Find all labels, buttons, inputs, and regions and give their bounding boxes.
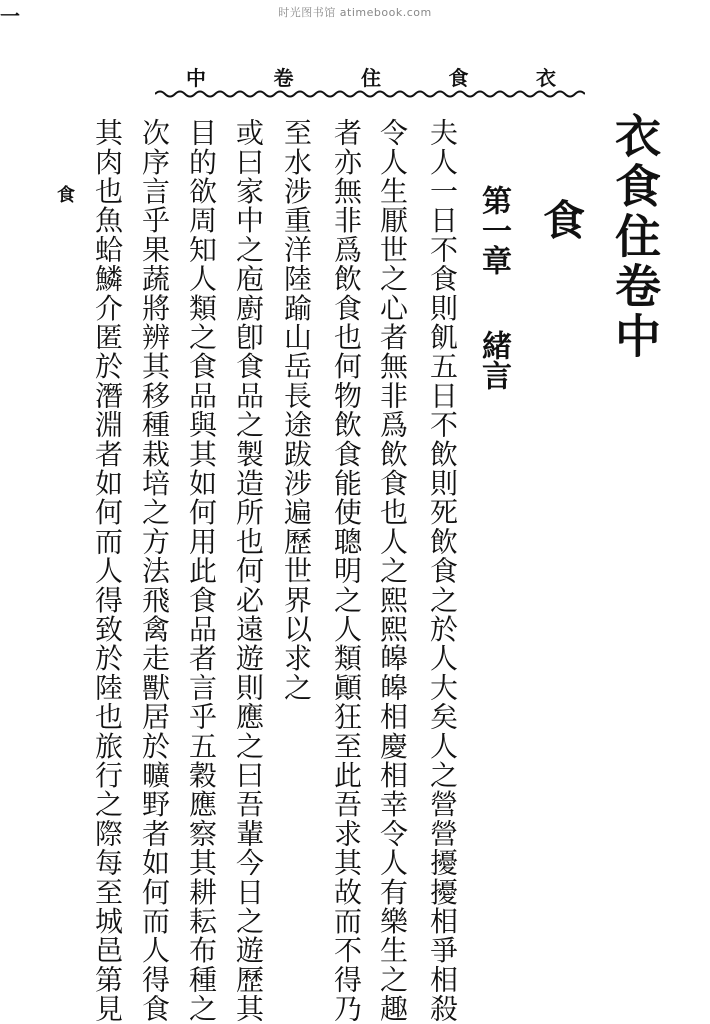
side-label: 食 (54, 185, 75, 203)
running-head-char: 衣 (536, 66, 556, 90)
running-head (186, 62, 556, 91)
part-title: 食 (537, 198, 586, 240)
running-head-char: 中 (186, 66, 206, 90)
body-text-column: 其肉也魚蛤鱗介匿於潛淵者如何而人得致於陸也旅行之際每至城邑第見 (91, 118, 124, 1024)
body-text-column: 夫人一日不食則飢五日不飲則死飲食之於人大矣人之營營擾擾相爭相殺 (426, 118, 459, 1024)
running-head-char: 卷 (273, 66, 294, 90)
book-title: 衣食住卷中 (608, 112, 662, 362)
body-text-column: 至水涉重洋陸踰山岳長途跋涉遍歷世界以求之 (280, 118, 313, 702)
body-text-column: 目的欲周知人類之食品與其如何用此食品者言乎五穀應察其耕耘布種之 (185, 118, 218, 1024)
watermark: 时光图书馆 atimebook.com (278, 6, 432, 19)
page-number: 一 (0, 4, 20, 28)
body-text-column: 令人生厭世之心者無非爲飲食也人之熙熙皞皞相慶相幸令人有樂生之趣 (376, 118, 409, 1024)
chapter-title: 第一章 緒言 (476, 185, 511, 390)
running-head-char: 食 (448, 66, 469, 90)
body-text-column: 者亦無非爲飲食也何物飲食能使聰明之人類顚狂至此吾求其故而不得乃 (330, 118, 363, 1024)
wavy-rule-divider (155, 88, 585, 100)
body-text-column: 或曰家中之庖廚卽食品之製造所也何必遠遊則應之曰吾輩今日之遊歷其 (232, 118, 265, 1024)
running-head-char: 住 (361, 66, 381, 90)
body-text-column: 次序言乎果蔬將辨其移種栽培之方法飛禽走獸居於曠野者如何而人得食 (138, 118, 171, 1024)
